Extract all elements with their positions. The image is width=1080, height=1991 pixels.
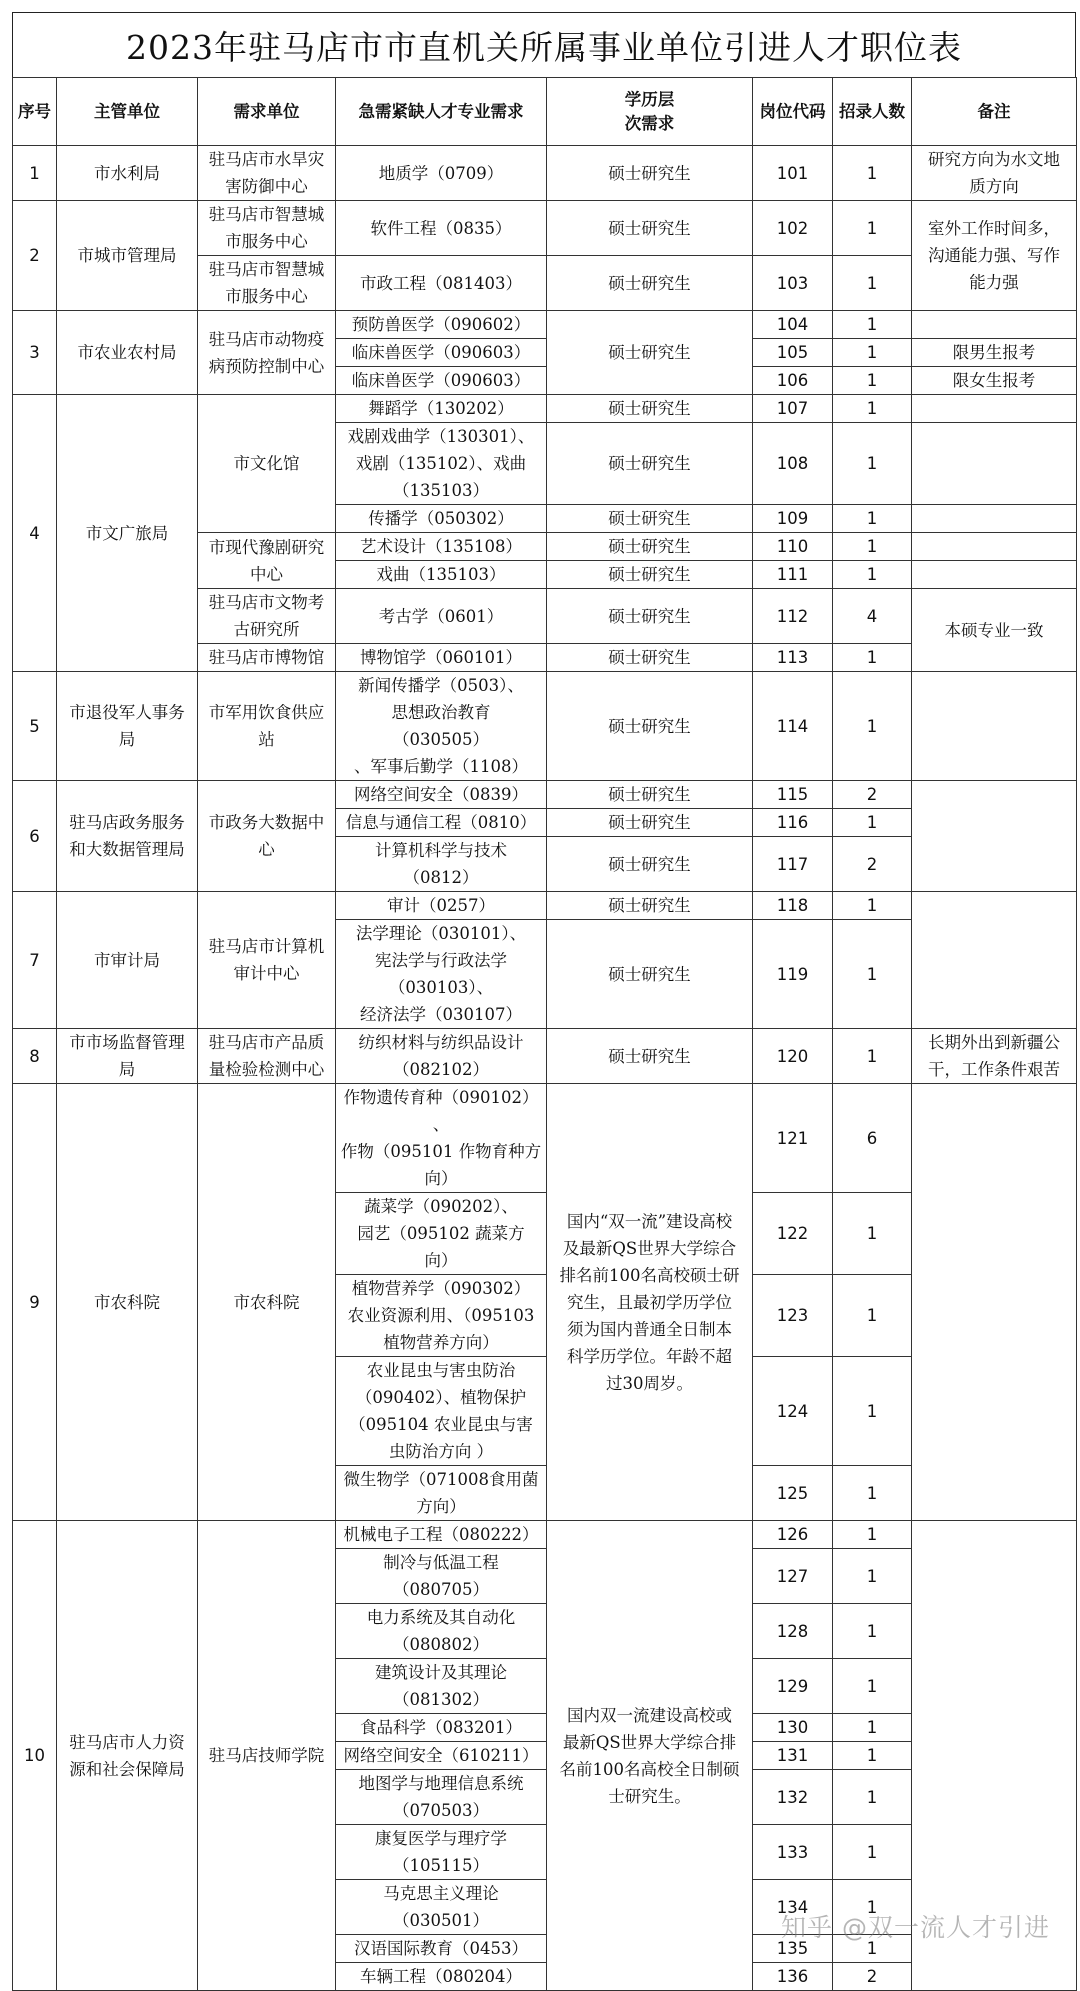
cell-count: 1 bbox=[833, 1714, 912, 1742]
header-seq: 序号 bbox=[13, 78, 57, 146]
cell-count: 1 bbox=[833, 1770, 912, 1825]
cell-code: 111 bbox=[753, 561, 833, 589]
cell-count: 1 bbox=[833, 644, 912, 672]
cell-seq: 3 bbox=[13, 311, 57, 395]
cell-note: 长期外出到新疆公 干，工作条件艰苦 bbox=[912, 1029, 1077, 1084]
cell-major: 机械电子工程（080222） bbox=[336, 1521, 547, 1549]
page-title: 2023年驻马店市市直机关所属事业单位引进人才职位表 bbox=[126, 27, 962, 67]
cell-code: 132 bbox=[753, 1770, 833, 1825]
cell-major: 地质学（0709） bbox=[336, 146, 547, 201]
cell-code: 104 bbox=[753, 311, 833, 339]
cell-seq: 4 bbox=[13, 395, 57, 672]
cell-major: 传播学（050302） bbox=[336, 505, 547, 533]
cell-note: 研究方向为水文地 质方向 bbox=[912, 146, 1077, 201]
table-row bbox=[13, 395, 1077, 423]
cell-unit: 市政务大数据中 心 bbox=[198, 781, 336, 892]
cell-major: 舞蹈学（130202） bbox=[336, 395, 547, 423]
cell-dept: 市文广旅局 bbox=[57, 395, 198, 672]
cell-code: 114 bbox=[753, 672, 833, 781]
cell-code: 113 bbox=[753, 644, 833, 672]
cell-edu: 硕士研究生 bbox=[547, 146, 753, 201]
cell-code: 102 bbox=[753, 201, 833, 256]
cell-code: 128 bbox=[753, 1604, 833, 1659]
cell-seq: 8 bbox=[13, 1029, 57, 1084]
table-row bbox=[13, 892, 1077, 920]
cell-unit: 驻马店市水旱灾 害防御中心 bbox=[198, 146, 336, 201]
cell-unit: 市现代豫剧研究 中心 bbox=[198, 533, 336, 589]
cell-major: 法学理论（030101）、 宪法学与行政法学 （030103）、 经济法学（030107） bbox=[336, 920, 547, 1029]
cell-code: 125 bbox=[753, 1466, 833, 1521]
cell-major: 纺织材料与纺织品设计 （082102） bbox=[336, 1029, 547, 1084]
cell-count: 1 bbox=[833, 1880, 912, 1935]
cell-code: 115 bbox=[753, 781, 833, 809]
cell-major: 网络空间安全（0839） bbox=[336, 781, 547, 809]
cell-major: 车辆工程（080204） bbox=[336, 1963, 547, 1991]
cell-code: 122 bbox=[753, 1193, 833, 1275]
header-count: 招录人数 bbox=[833, 78, 912, 146]
table-row bbox=[13, 672, 1077, 781]
cell-code: 110 bbox=[753, 533, 833, 561]
cell-note bbox=[912, 561, 1077, 589]
cell-count: 1 bbox=[833, 201, 912, 256]
cell-count: 1 bbox=[833, 146, 912, 201]
cell-major: 信息与通信工程（0810） bbox=[336, 809, 547, 837]
cell-major: 临床兽医学（090603） bbox=[336, 367, 547, 395]
cell-code: 135 bbox=[753, 1935, 833, 1963]
cell-count: 2 bbox=[833, 781, 912, 809]
cell-edu: 国内双一流建设高校或 最新QS世界大学综合排 名前100名高校全日制硕 士研究生。 bbox=[547, 1521, 753, 1991]
cell-major: 制冷与低温工程 （080705） bbox=[336, 1549, 547, 1604]
cell-code: 127 bbox=[753, 1549, 833, 1604]
cell-code: 130 bbox=[753, 1714, 833, 1742]
cell-seq: 6 bbox=[13, 781, 57, 892]
cell-edu: 硕士研究生 bbox=[547, 589, 753, 644]
cell-count: 1 bbox=[833, 367, 912, 395]
cell-seq: 2 bbox=[13, 201, 57, 311]
table-header-row bbox=[13, 78, 1077, 146]
cell-edu: 硕士研究生 bbox=[547, 920, 753, 1029]
cell-note: 本硕专业一致 bbox=[912, 589, 1077, 672]
cell-edu: 硕士研究生 bbox=[547, 781, 753, 809]
cell-dept: 市水利局 bbox=[57, 146, 198, 201]
header-note: 备注 bbox=[912, 78, 1077, 146]
header-edu: 学历层 次需求 bbox=[547, 78, 753, 146]
header-code: 岗位代码 bbox=[753, 78, 833, 146]
cell-major: 电力系统及其自动化 （080802） bbox=[336, 1604, 547, 1659]
cell-seq: 1 bbox=[13, 146, 57, 201]
cell-major: 新闻传播学（0503）、 思想政治教育 （030505） 、军事后勤学（1108） bbox=[336, 672, 547, 781]
cell-note bbox=[912, 672, 1077, 781]
cell-count: 1 bbox=[833, 256, 912, 311]
cell-major: 植物营养学（090302） 农业资源利用、（095103 植物营养方向） bbox=[336, 1275, 547, 1357]
table-row bbox=[13, 1521, 1077, 1549]
cell-major: 网络空间安全（610211） bbox=[336, 1742, 547, 1770]
cell-edu: 硕士研究生 bbox=[547, 395, 753, 423]
header-unit: 需求单位 bbox=[198, 78, 336, 146]
cell-count: 1 bbox=[833, 339, 912, 367]
cell-dept: 市市场监督管理 局 bbox=[57, 1029, 198, 1084]
cell-note: 限男生报考 bbox=[912, 339, 1077, 367]
table-row bbox=[13, 1084, 1077, 1193]
cell-unit: 驻马店市计算机 审计中心 bbox=[198, 892, 336, 1029]
cell-count: 1 bbox=[833, 1193, 912, 1275]
cell-note bbox=[912, 533, 1077, 561]
cell-count: 1 bbox=[833, 423, 912, 505]
cell-code: 123 bbox=[753, 1275, 833, 1357]
cell-code: 129 bbox=[753, 1659, 833, 1714]
cell-code: 133 bbox=[753, 1825, 833, 1880]
cell-code: 101 bbox=[753, 146, 833, 201]
cell-count: 1 bbox=[833, 1604, 912, 1659]
cell-unit: 驻马店技师学院 bbox=[198, 1521, 336, 1991]
cell-major: 戏剧戏曲学（130301）、 戏剧（135102）、戏曲 （135103） bbox=[336, 423, 547, 505]
cell-dept: 驻马店政务服务 和大数据管理局 bbox=[57, 781, 198, 892]
cell-major: 临床兽医学（090603） bbox=[336, 339, 547, 367]
cell-seq: 5 bbox=[13, 672, 57, 781]
cell-code: 107 bbox=[753, 395, 833, 423]
cell-code: 119 bbox=[753, 920, 833, 1029]
cell-count: 2 bbox=[833, 837, 912, 892]
cell-count: 1 bbox=[833, 1029, 912, 1084]
cell-note bbox=[912, 892, 1077, 1029]
cell-edu: 硕士研究生 bbox=[547, 256, 753, 311]
cell-major: 蔬菜学（090202）、 园艺（095102 蔬菜方 向） bbox=[336, 1193, 547, 1275]
cell-count: 1 bbox=[833, 311, 912, 339]
cell-edu: 硕士研究生 bbox=[547, 837, 753, 892]
cell-code: 106 bbox=[753, 367, 833, 395]
cell-edu: 国内“双一流”建设高校 及最新QS世界大学综合 排名前100名高校硕士研 究生，且最初学历学位 须为国内普通全日制本 科学历学位。年龄不超 过30周岁。 bbox=[547, 1084, 753, 1521]
cell-dept: 驻马店市人力资 源和社会保障局 bbox=[57, 1521, 198, 1991]
cell-note bbox=[912, 423, 1077, 505]
cell-edu: 硕士研究生 bbox=[547, 533, 753, 561]
cell-code: 118 bbox=[753, 892, 833, 920]
cell-count: 1 bbox=[833, 1659, 912, 1714]
cell-code: 103 bbox=[753, 256, 833, 311]
cell-code: 112 bbox=[753, 589, 833, 644]
cell-count: 1 bbox=[833, 561, 912, 589]
table-row bbox=[13, 311, 1077, 339]
cell-count: 1 bbox=[833, 533, 912, 561]
table-row bbox=[13, 146, 1077, 201]
cell-count: 1 bbox=[833, 1466, 912, 1521]
cell-count: 1 bbox=[833, 1275, 912, 1357]
cell-code: 121 bbox=[753, 1084, 833, 1193]
cell-major: 微生物学（071008食用菌 方向） bbox=[336, 1466, 547, 1521]
cell-unit: 驻马店市智慧城 市服务中心 bbox=[198, 256, 336, 311]
cell-major: 预防兽医学（090602） bbox=[336, 311, 547, 339]
cell-count: 1 bbox=[833, 1742, 912, 1770]
cell-dept: 市农科院 bbox=[57, 1084, 198, 1521]
cell-code: 120 bbox=[753, 1029, 833, 1084]
cell-unit: 市文化馆 bbox=[198, 395, 336, 533]
cell-code: 117 bbox=[753, 837, 833, 892]
cell-seq: 7 bbox=[13, 892, 57, 1029]
cell-unit: 驻马店市产品质 量检验检测中心 bbox=[198, 1029, 336, 1084]
cell-major: 审计（0257） bbox=[336, 892, 547, 920]
cell-count: 2 bbox=[833, 1963, 912, 1991]
cell-major: 建筑设计及其理论 （081302） bbox=[336, 1659, 547, 1714]
cell-major: 作物遗传育种（090102） 、 作物（095101 作物育种方 向） bbox=[336, 1084, 547, 1193]
cell-count: 1 bbox=[833, 1549, 912, 1604]
cell-count: 6 bbox=[833, 1084, 912, 1193]
cell-count: 1 bbox=[833, 920, 912, 1029]
cell-major: 计算机科学与技术 （0812） bbox=[336, 837, 547, 892]
cell-major: 马克思主义理论 （030501） bbox=[336, 1880, 547, 1935]
cell-unit: 驻马店市文物考 古研究所 bbox=[198, 589, 336, 644]
cell-major: 戏曲（135103） bbox=[336, 561, 547, 589]
header-major: 急需紧缺人才专业需求 bbox=[336, 78, 547, 146]
cell-note bbox=[912, 311, 1077, 339]
cell-note bbox=[912, 505, 1077, 533]
job-table-sheet bbox=[12, 12, 1076, 1991]
table-row bbox=[13, 781, 1077, 809]
watermark: 知乎 @双一流人才引进 bbox=[781, 1913, 1050, 1942]
cell-major: 农业昆虫与害虫防治 （090402）、植物保护 （095104 农业昆虫与害 虫防治方向 ） bbox=[336, 1357, 547, 1466]
cell-major: 市政工程（081403） bbox=[336, 256, 547, 311]
header-dept: 主管单位 bbox=[57, 78, 198, 146]
cell-major: 汉语国际教育（0453） bbox=[336, 1935, 547, 1963]
cell-note: 室外工作时间多， 沟通能力强、写作 能力强 bbox=[912, 201, 1077, 311]
cell-note bbox=[912, 781, 1077, 892]
cell-code: 108 bbox=[753, 423, 833, 505]
cell-major: 软件工程（0835） bbox=[336, 201, 547, 256]
cell-note bbox=[912, 1084, 1077, 1521]
cell-dept: 市退役军人事务 局 bbox=[57, 672, 198, 781]
cell-unit: 市军用饮食供应 站 bbox=[198, 672, 336, 781]
cell-edu: 硕士研究生 bbox=[547, 311, 753, 395]
cell-major: 博物馆学（060101） bbox=[336, 644, 547, 672]
cell-seq: 9 bbox=[13, 1084, 57, 1521]
cell-count: 1 bbox=[833, 1357, 912, 1466]
cell-unit: 市农科院 bbox=[198, 1084, 336, 1521]
cell-note bbox=[912, 395, 1077, 423]
cell-major: 食品科学（083201） bbox=[336, 1714, 547, 1742]
cell-major: 艺术设计（135108） bbox=[336, 533, 547, 561]
cell-code: 116 bbox=[753, 809, 833, 837]
cell-edu: 硕士研究生 bbox=[547, 1029, 753, 1084]
cell-edu: 硕士研究生 bbox=[547, 505, 753, 533]
cell-code: 134 bbox=[753, 1880, 833, 1935]
positions-table bbox=[12, 77, 1077, 1991]
cell-count: 1 bbox=[833, 1825, 912, 1880]
cell-count: 1 bbox=[833, 395, 912, 423]
cell-edu: 硕士研究生 bbox=[547, 201, 753, 256]
cell-seq: 10 bbox=[13, 1521, 57, 1991]
cell-edu: 硕士研究生 bbox=[547, 892, 753, 920]
cell-major: 地图学与地理信息系统 （070503） bbox=[336, 1770, 547, 1825]
cell-code: 136 bbox=[753, 1963, 833, 1991]
cell-major: 考古学（0601） bbox=[336, 589, 547, 644]
cell-count: 4 bbox=[833, 589, 912, 644]
cell-count: 1 bbox=[833, 1935, 912, 1963]
title-box bbox=[12, 12, 1076, 77]
cell-edu: 硕士研究生 bbox=[547, 809, 753, 837]
cell-unit: 驻马店市智慧城 市服务中心 bbox=[198, 201, 336, 256]
cell-code: 109 bbox=[753, 505, 833, 533]
cell-count: 1 bbox=[833, 672, 912, 781]
cell-count: 1 bbox=[833, 892, 912, 920]
cell-edu: 硕士研究生 bbox=[547, 561, 753, 589]
cell-code: 126 bbox=[753, 1521, 833, 1549]
cell-major: 康复医学与理疗学 （105115） bbox=[336, 1825, 547, 1880]
cell-dept: 市农业农村局 bbox=[57, 311, 198, 395]
cell-code: 124 bbox=[753, 1357, 833, 1466]
cell-edu: 硕士研究生 bbox=[547, 644, 753, 672]
table-row bbox=[13, 1029, 1077, 1084]
cell-edu: 硕士研究生 bbox=[547, 423, 753, 505]
cell-count: 1 bbox=[833, 1521, 912, 1549]
cell-unit: 驻马店市动物疫 病预防控制中心 bbox=[198, 311, 336, 395]
cell-unit: 驻马店市博物馆 bbox=[198, 644, 336, 672]
cell-count: 1 bbox=[833, 505, 912, 533]
cell-code: 131 bbox=[753, 1742, 833, 1770]
cell-count: 1 bbox=[833, 809, 912, 837]
cell-dept: 市城市管理局 bbox=[57, 201, 198, 311]
table-row bbox=[13, 201, 1077, 256]
cell-dept: 市审计局 bbox=[57, 892, 198, 1029]
cell-note: 限女生报考 bbox=[912, 367, 1077, 395]
cell-code: 105 bbox=[753, 339, 833, 367]
cell-edu: 硕士研究生 bbox=[547, 672, 753, 781]
